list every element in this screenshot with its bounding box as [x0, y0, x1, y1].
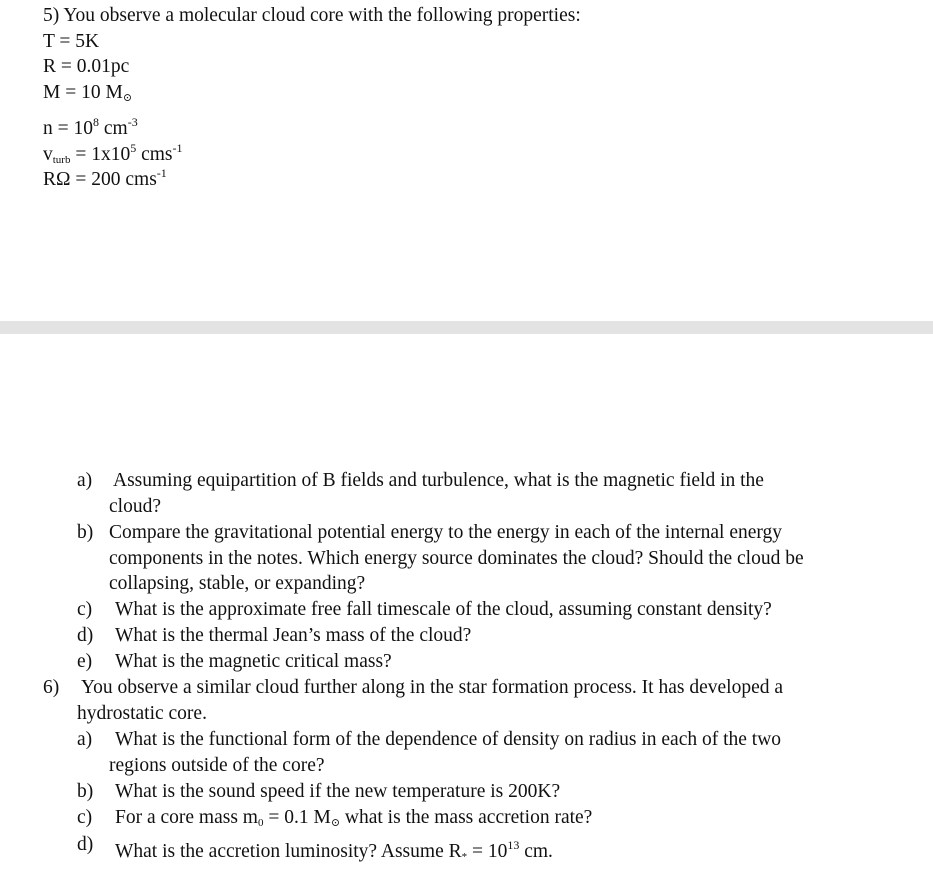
velocity-unit-exponent: -1 — [172, 141, 183, 155]
q6a-label: a) — [77, 729, 93, 750]
q6-line2: hydrostatic core. — [77, 703, 207, 724]
prop-density-text: n = 10 — [43, 118, 93, 139]
q6d-mid: = 10 — [467, 841, 508, 862]
q6d-post: cm. — [519, 841, 553, 862]
q6-label: 6) — [43, 677, 60, 698]
q6b-text: What is the sound speed if the new temperature is 200K? — [115, 781, 561, 802]
velocity-subscript: turb — [52, 154, 71, 166]
q6c-post: what is the mass accretion rate? — [340, 807, 593, 828]
prop-rotation — [43, 161, 167, 192]
q5c-text: What is the approximate free fall timescale of the cloud, assuming constant density? — [115, 599, 772, 620]
prop-radius: R = 0.01pc — [43, 56, 130, 77]
q5b-label: b) — [77, 522, 94, 543]
prop-mass-text: M = 10 M — [43, 82, 123, 103]
q6a-line2: regions outside of the core? — [109, 755, 325, 776]
q5d-text: What is the thermal Jean’s mass of the cloud? — [115, 625, 472, 646]
q6c-subscript: 0 — [257, 817, 264, 829]
density-unit: cm — [99, 118, 128, 139]
velocity-unit: cms — [136, 144, 173, 165]
q6c-label: c) — [77, 807, 93, 828]
q5d-label: d) — [77, 625, 94, 646]
q5a-line2: cloud? — [109, 496, 161, 517]
velocity-exponent: 5 — [130, 141, 137, 155]
q5e-text: What is the magnetic critical mass? — [115, 651, 392, 672]
density-exponent: 8 — [93, 115, 99, 129]
density-unit-exponent: -3 — [127, 115, 138, 129]
q6d-pre: What is the accretion luminosity? Assume R — [115, 841, 462, 862]
q6d-subscript: * — [461, 851, 468, 863]
sun-symbol: ⊙ — [122, 92, 133, 104]
velocity-symbol: v — [43, 144, 53, 165]
q6d-text — [115, 833, 553, 869]
q6a-line1: What is the functional form of the dependence of density on radius in each of the two — [115, 729, 782, 750]
q6-line1: You observe a similar cloud further along in the star formation process. It has developed a — [81, 677, 783, 698]
q5b-line2: components in the notes. Which energy source dominates the cloud? Should the cloud be — [109, 548, 804, 569]
q5b-line1: Compare the gravitational potential energy to the energy in each of the internal energy — [109, 522, 783, 543]
sun-symbol: ⊙ — [330, 817, 341, 829]
q5e-label: e) — [77, 651, 93, 672]
rotation-text: RΩ = 200 cms — [43, 169, 157, 190]
q5b-line3: collapsing, stable, or expanding? — [109, 573, 366, 594]
q6c-text — [115, 806, 592, 835]
rotation-exponent: -1 — [156, 166, 167, 180]
q5a-label: a) — [77, 470, 93, 491]
q6d-label: d) — [77, 834, 94, 855]
q6c-pre: For a core mass m — [115, 807, 258, 828]
prop-temperature: T = 5K — [43, 31, 100, 52]
prop-mass — [43, 81, 132, 110]
q6c-mid: = 0.1 M — [263, 807, 331, 828]
velocity-value: = 1x10 — [70, 144, 131, 165]
q6d-exponent: 13 — [507, 838, 520, 852]
q5-intro: 5) You observe a molecular cloud core with the following properties: — [43, 5, 581, 26]
section-divider — [0, 321, 933, 334]
q6b-label: b) — [77, 781, 94, 802]
q5a-line1: Assuming equipartition of B fields and turbulence, what is the magnetic field in the — [113, 470, 764, 491]
q5c-label: c) — [77, 599, 93, 620]
